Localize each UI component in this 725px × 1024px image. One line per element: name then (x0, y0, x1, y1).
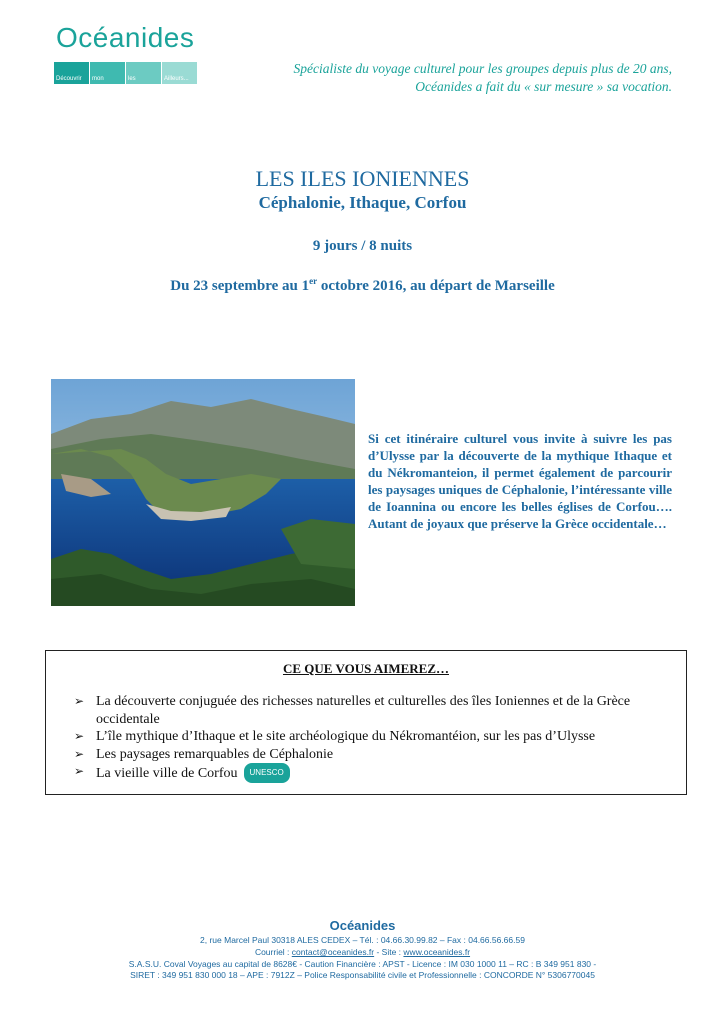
unesco-badge: UNESCO (244, 763, 290, 783)
highlights-box (45, 650, 687, 795)
arrow-bullet-icon: ➢ (74, 729, 85, 743)
oceanides-logo (52, 22, 197, 84)
dates-superscript: er (309, 276, 318, 286)
list-item-text: Les paysages remarquables de Céphalonie (96, 746, 334, 762)
logo-bar-segment: mon (90, 62, 125, 84)
footer-email-label: Courriel : (254, 947, 292, 957)
logo-bar-segment: les (126, 62, 161, 84)
footer-legal-2: SIRET : 349 951 830 000 18 – APE : 7912Z – Police Responsabilité civile et Professionnelle : CONCORDE N° 5306770045 (130, 970, 595, 980)
footer-email-link[interactable]: contact@oceanides.fr (291, 947, 375, 957)
list-item (74, 693, 684, 728)
footer-site-label: - Site : (374, 947, 404, 957)
list-item-text: La découverte conjuguée des richesses naturelles et culturelles des îles Ioniennes et de la Grèce occidentale (96, 694, 631, 727)
page-subtitle: Céphalonie, Ithaque, Corfou (258, 193, 467, 212)
tagline-line-2: Océanides a fait du « sur mesure » sa vocation. (415, 79, 672, 94)
list-item-text: La vieille ville de Corfou (96, 766, 238, 781)
landscape-photo (51, 379, 355, 606)
tagline (294, 60, 672, 96)
footer-address: 2, rue Marcel Paul 30318 ALES CEDEX – Tél. : 04.66.30.99.82 – Fax : 04.66.56.66.59 (200, 935, 525, 945)
logo-bar-segment: Ailleurs... (162, 62, 197, 84)
logo-bar-segment: Découvrir (54, 62, 89, 84)
logo-color-bar (54, 62, 198, 84)
footer-contact (0, 947, 725, 959)
footer-company: Océanides (329, 918, 396, 933)
footer-site-link[interactable]: www.oceanides.fr (403, 947, 471, 957)
dates-end: octobre 2016, au départ de Marseille (317, 278, 555, 294)
list-item-text: L’île mythique d’Ithaque et le site archéologique du Nékromantéion, sur les pas d’Ulysse (96, 729, 596, 744)
tagline-line-1: Spécialiste du voyage culturel pour les groupes depuis plus de 20 ans, (293, 61, 672, 76)
dates-start: Du 23 septembre au 1 (170, 278, 310, 294)
highlights-title: CE QUE VOUS AIMEREZ… (282, 661, 449, 676)
intro-paragraph: Si cet itinéraire culturel vous invite à suivre les pas d’Ulysse par la découverte de la mythique Ithaque et du Nékromanteion, il permet également de parcourir les paysages uniques de Céphalonie, l’intéressante ville de Ioannina ou encore les belles églises de Corfou…. Autant de joyaux que préserve la Grèce occidentale… (368, 431, 672, 531)
trip-duration: 9 jours / 8 nuits (312, 238, 413, 254)
trip-dates (0, 276, 725, 295)
arrow-bullet-icon: ➢ (74, 764, 85, 778)
arrow-bullet-icon: ➢ (74, 746, 85, 761)
logo-wordmark: Océanides (56, 22, 195, 53)
arrow-bullet-icon: ➢ (74, 694, 85, 708)
list-item (74, 728, 684, 746)
list-item (74, 746, 684, 764)
list-item (74, 763, 684, 783)
page-title: LES ILES IONIENNES (255, 166, 470, 191)
footer-legal-1: S.A.S.U. Coval Voyages au capital de 8628€ - Caution Financière : APST - Licence : IM 030 1000 11 – RC : B 349 951 830 - (128, 959, 597, 969)
highlights-list (74, 693, 684, 783)
